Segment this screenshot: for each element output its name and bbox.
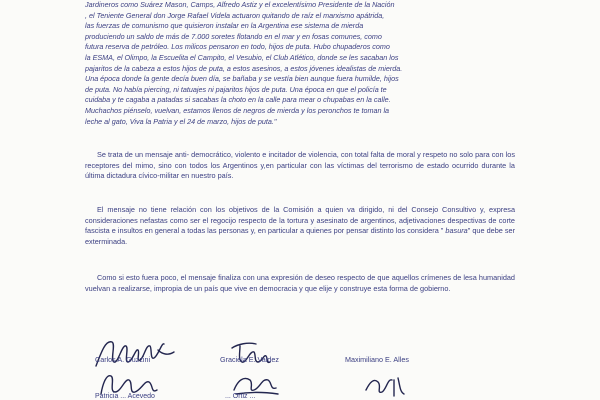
signatory-name: Carlos A. Guzzini (95, 355, 151, 364)
signatory-name: Maximiliano E. Alles (345, 355, 409, 364)
quote-line: leche al gato, Viva la Patria y el 24 de marzo, hijos de puta." (85, 116, 277, 126)
quoted-message (85, 0, 510, 127)
quote-line: Muchachos piénselo, vuelvan, estamos llenos de negros de mierda y los peronchos te toman la (85, 105, 390, 115)
paragraph-text (85, 205, 515, 248)
signatory-name: Graciela E. Valdez (220, 355, 279, 364)
paragraph-text: Se trata de un mensaje anti- democrático, violento e incitador de violencia, con total falta de moral y respeto no solo para con los receptores del mimo, sino con todos los Argentinos y,en particular con las víctimas del terrorismo de estado ocurrido durante la última dictadura cívico-militar en nuestro país. (85, 150, 515, 181)
paragraph-1 (85, 150, 515, 182)
paragraph-text: Como si esto fuera poco, el mensaje finaliza con una expresión de deseo respecto de que aquellos crímenes de lesa humanidad vuelvan a realizarse, impropia de un país que vive en democracia y que elije y construye esta forma de gobierno. (85, 273, 515, 293)
signatory-name-partial: Patricia ... Acevedo (95, 393, 155, 400)
quote-line: cuidaba y te cagaba a patadas si sacabas la choto en la calle para mear o chupabas en la calle. (85, 95, 391, 105)
paragraph-text-b: " que debe ser exterminada. (85, 226, 515, 247)
quote-line: , el Teniente General don Jorge Rafael Videla actuaron quitando de raíz el marxismo apátrida, (85, 10, 385, 20)
quote-line: la ESMA, el Olimpo, la Escuelita el Campito, el Vesubio, el Club Atlético, donde se les sacaban los (85, 52, 399, 62)
paragraph-text-a: El mensaje no tiene relación con los objetivos de la Comisión a quien va dirigido, ni del Consejo Consultivo y, expresa consideraciones nefastas como ser el regocijo respecto de la tortura y asesinato de argentinos, adjetivaciones despectivas de corte fascista e insultos en general a todas las personas y, en particular a quienes por pensar distinto los considera " (85, 205, 515, 236)
quote-line: futura reserva de petróleo. Los milicos pensaron en todo, hijos de puta. Hubo chupaderos como (85, 42, 390, 52)
signature-guzzini (92, 336, 182, 370)
quote-line: produciendo un saldo de más de 7.000 soretes flotando en el mar y en fosas comunes, como (85, 31, 382, 41)
paragraph-3 (85, 273, 515, 294)
paragraph-2 (85, 205, 515, 248)
quote-line: pajaritos de la cabeza a estos hijos de puta, a estos asesinos, a estos jóvenes idealistas de mierda. (85, 63, 403, 73)
signatory-name-partial: ... Ortiz ... (225, 393, 256, 400)
quote-line: Jardineros como Suárez Mason, Camps, Alfredo Astiz y el excelentísimo Presidente de la Nación (85, 0, 395, 9)
quote-line: Una época donde la gente decía buen día, se bañaba y se vestía bien aunque fuera humilde, hijos (85, 74, 399, 84)
signature-bottom-right (360, 372, 410, 400)
quote-line: de puta. No había piercing, ni tatuajes ni pajaritos hijos de puta. Una época en que el policía te (85, 84, 387, 94)
paragraph-text-italic: basura (443, 226, 468, 236)
quote-line: las fuerzas de comunismo que quisieron instalar en la Argentina ese sistema de mierda (85, 21, 364, 31)
